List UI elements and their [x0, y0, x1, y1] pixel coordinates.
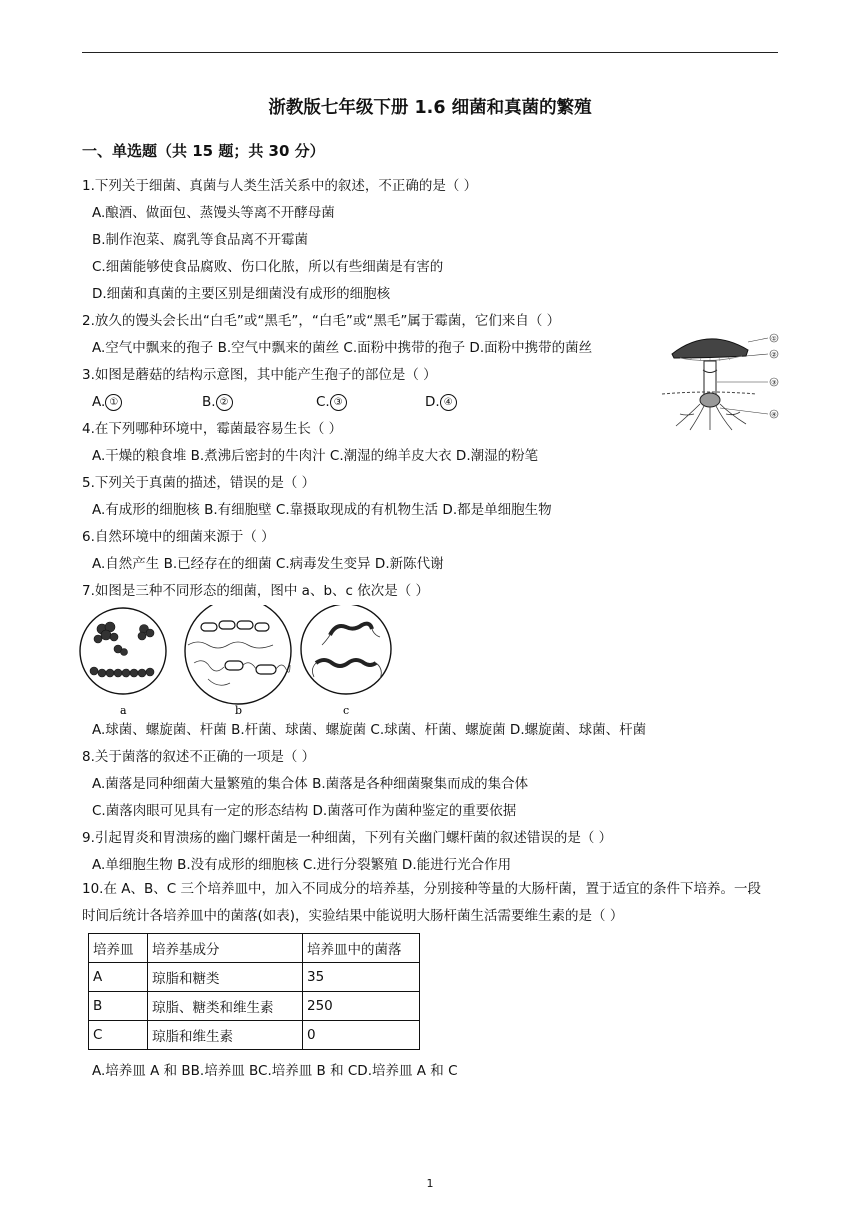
question-1-option-b: B.制作泡菜、腐乳等食品离不开霉菌: [92, 232, 309, 248]
page-number: 1: [426, 1177, 434, 1190]
table-cell: 250: [303, 992, 420, 1021]
table-cell: 琼脂和糖类: [148, 963, 303, 992]
mushroom-diagram: [660, 330, 790, 434]
bacteria-label-b: b: [235, 704, 243, 717]
question-4-options: A.干燥的粮食堆 B.煮沸后密封的牛肉汁 C.潮湿的绵羊皮大衣 D.潮湿的粉笔: [92, 448, 539, 464]
question-8-options-ab: A.菌落是同种细菌大量繁殖的集合体 B.菌落是各种细菌聚集而成的集合体: [92, 776, 529, 792]
question-7-stem: 7.如图是三种不同形态的细菌，图中 a、b、c 依次是（ ）: [82, 583, 430, 599]
question-3-option-a: A. ①: [92, 393, 122, 411]
question-5-options: A.有成形的细胞核 B.有细胞壁 C.靠摄取现成的有机物生活 D.都是单细胞生物: [92, 502, 552, 518]
table-cell: A: [89, 963, 148, 992]
table-header-cell: 培养皿中的菌落: [303, 934, 420, 963]
question-6-stem: 6.自然环境中的细菌来源于（ ）: [82, 529, 275, 545]
question-5-stem: 5.下列关于真菌的描述，错误的是（ ）: [82, 475, 316, 491]
table-row: [89, 963, 420, 992]
question-1-option-a: A.酿酒、做面包、蒸馒头等离不开酵母菌: [92, 205, 335, 221]
question-2-stem: 2.放久的馒头会长出“白毛”或“黑毛”，“白毛”或“黑毛”属于霉菌，它们来自（ ）: [82, 313, 561, 329]
question-1-option-d: D.细菌和真菌的主要区别是细菌没有成形的细胞核: [92, 286, 391, 302]
question-3-option-c: C. ③: [316, 393, 347, 411]
bacteria-label-a: a: [120, 704, 127, 717]
table-header-cell: 培养皿: [89, 934, 148, 963]
section-heading: 一、单选题（共 15 题；共 30 分）: [82, 142, 325, 160]
question-8-stem: 8.关于菌落的叙述不正确的一项是（ ）: [82, 749, 316, 765]
table-cell: C: [89, 1021, 148, 1050]
table-cell: 琼脂、糖类和维生素: [148, 992, 303, 1021]
table-row: [89, 992, 420, 1021]
svg-text:③: ③: [771, 379, 777, 387]
bacteria-shapes-diagram: [78, 605, 398, 717]
question-8-options-cd: C.菌落肉眼可见具有一定的形态结构 D.菌落可作为菌种鉴定的重要依据: [92, 803, 517, 819]
question-10-stem: 10.在 A、B、C 三个培养皿中，加入不同成分的培养基，分别接种等量的大肠杆菌，置于适宜的条件下培养。一段时间后统计各培养皿中的菌落(如表)，实验结果中能说明大肠杆菌生活需要维生素的是（ ）: [82, 881, 761, 924]
question-2-options: A.空气中飘来的孢子 B.空气中飘来的菌丝 C.面粉中携带的孢子 D.面粉中携带的菌丝: [92, 340, 593, 356]
question-4-stem: 4.在下列哪种环境中，霉菌最容易生长（ ）: [82, 421, 343, 437]
question-9-stem: 9.引起胃炎和胃溃疡的幽门螺杆菌是一种细菌，下列有关幽门螺杆菌的叙述错误的是（ ）: [82, 830, 613, 846]
question-3-stem: 3.如图是蘑菇的结构示意图，其中能产生孢子的部位是（ ）: [82, 367, 437, 383]
question-10-options: A.培养皿 A 和 BB.培养皿 BC.培养皿 B 和 CD.培养皿 A 和 C: [92, 1063, 458, 1079]
question-1-stem: 1.下列关于细菌、真菌与人类生活关系中的叙述，不正确的是（ ）: [82, 178, 478, 194]
table-header-row: [89, 934, 420, 963]
culture-results-table: [88, 933, 420, 1050]
question-1-option-c: C.细菌能够使食品腐败、伤口化脓，所以有些细菌是有害的: [92, 259, 444, 275]
svg-text:①: ①: [771, 335, 777, 343]
header-rule: [82, 52, 778, 53]
svg-text:④: ④: [771, 411, 777, 419]
svg-text:②: ②: [771, 351, 777, 359]
question-6-options: A.自然产生 B.已经存在的细菌 C.病毒发生变异 D.新陈代谢: [92, 556, 444, 572]
table-row: [89, 1021, 420, 1050]
question-3-option-b: B. ②: [202, 393, 233, 411]
bacteria-label-c: c: [343, 704, 350, 717]
table-cell: 35: [303, 963, 420, 992]
question-3-option-d: D. ④: [425, 393, 457, 411]
page-title: 浙教版七年级下册 1.6 细菌和真菌的繁殖: [268, 98, 592, 118]
table-cell: 0: [303, 1021, 420, 1050]
question-7-options: A.球菌、螺旋菌、杆菌 B.杆菌、球菌、螺旋菌 C.球菌、杆菌、螺旋菌 D.螺旋菌、球菌、杆菌: [92, 722, 647, 738]
question-9-options: A.单细胞生物 B.没有成形的细胞核 C.进行分裂繁殖 D.能进行光合作用: [92, 857, 512, 873]
table-cell: 琼脂和维生素: [148, 1021, 303, 1050]
table-header-cell: 培养基成分: [148, 934, 303, 963]
table-cell: B: [89, 992, 148, 1021]
